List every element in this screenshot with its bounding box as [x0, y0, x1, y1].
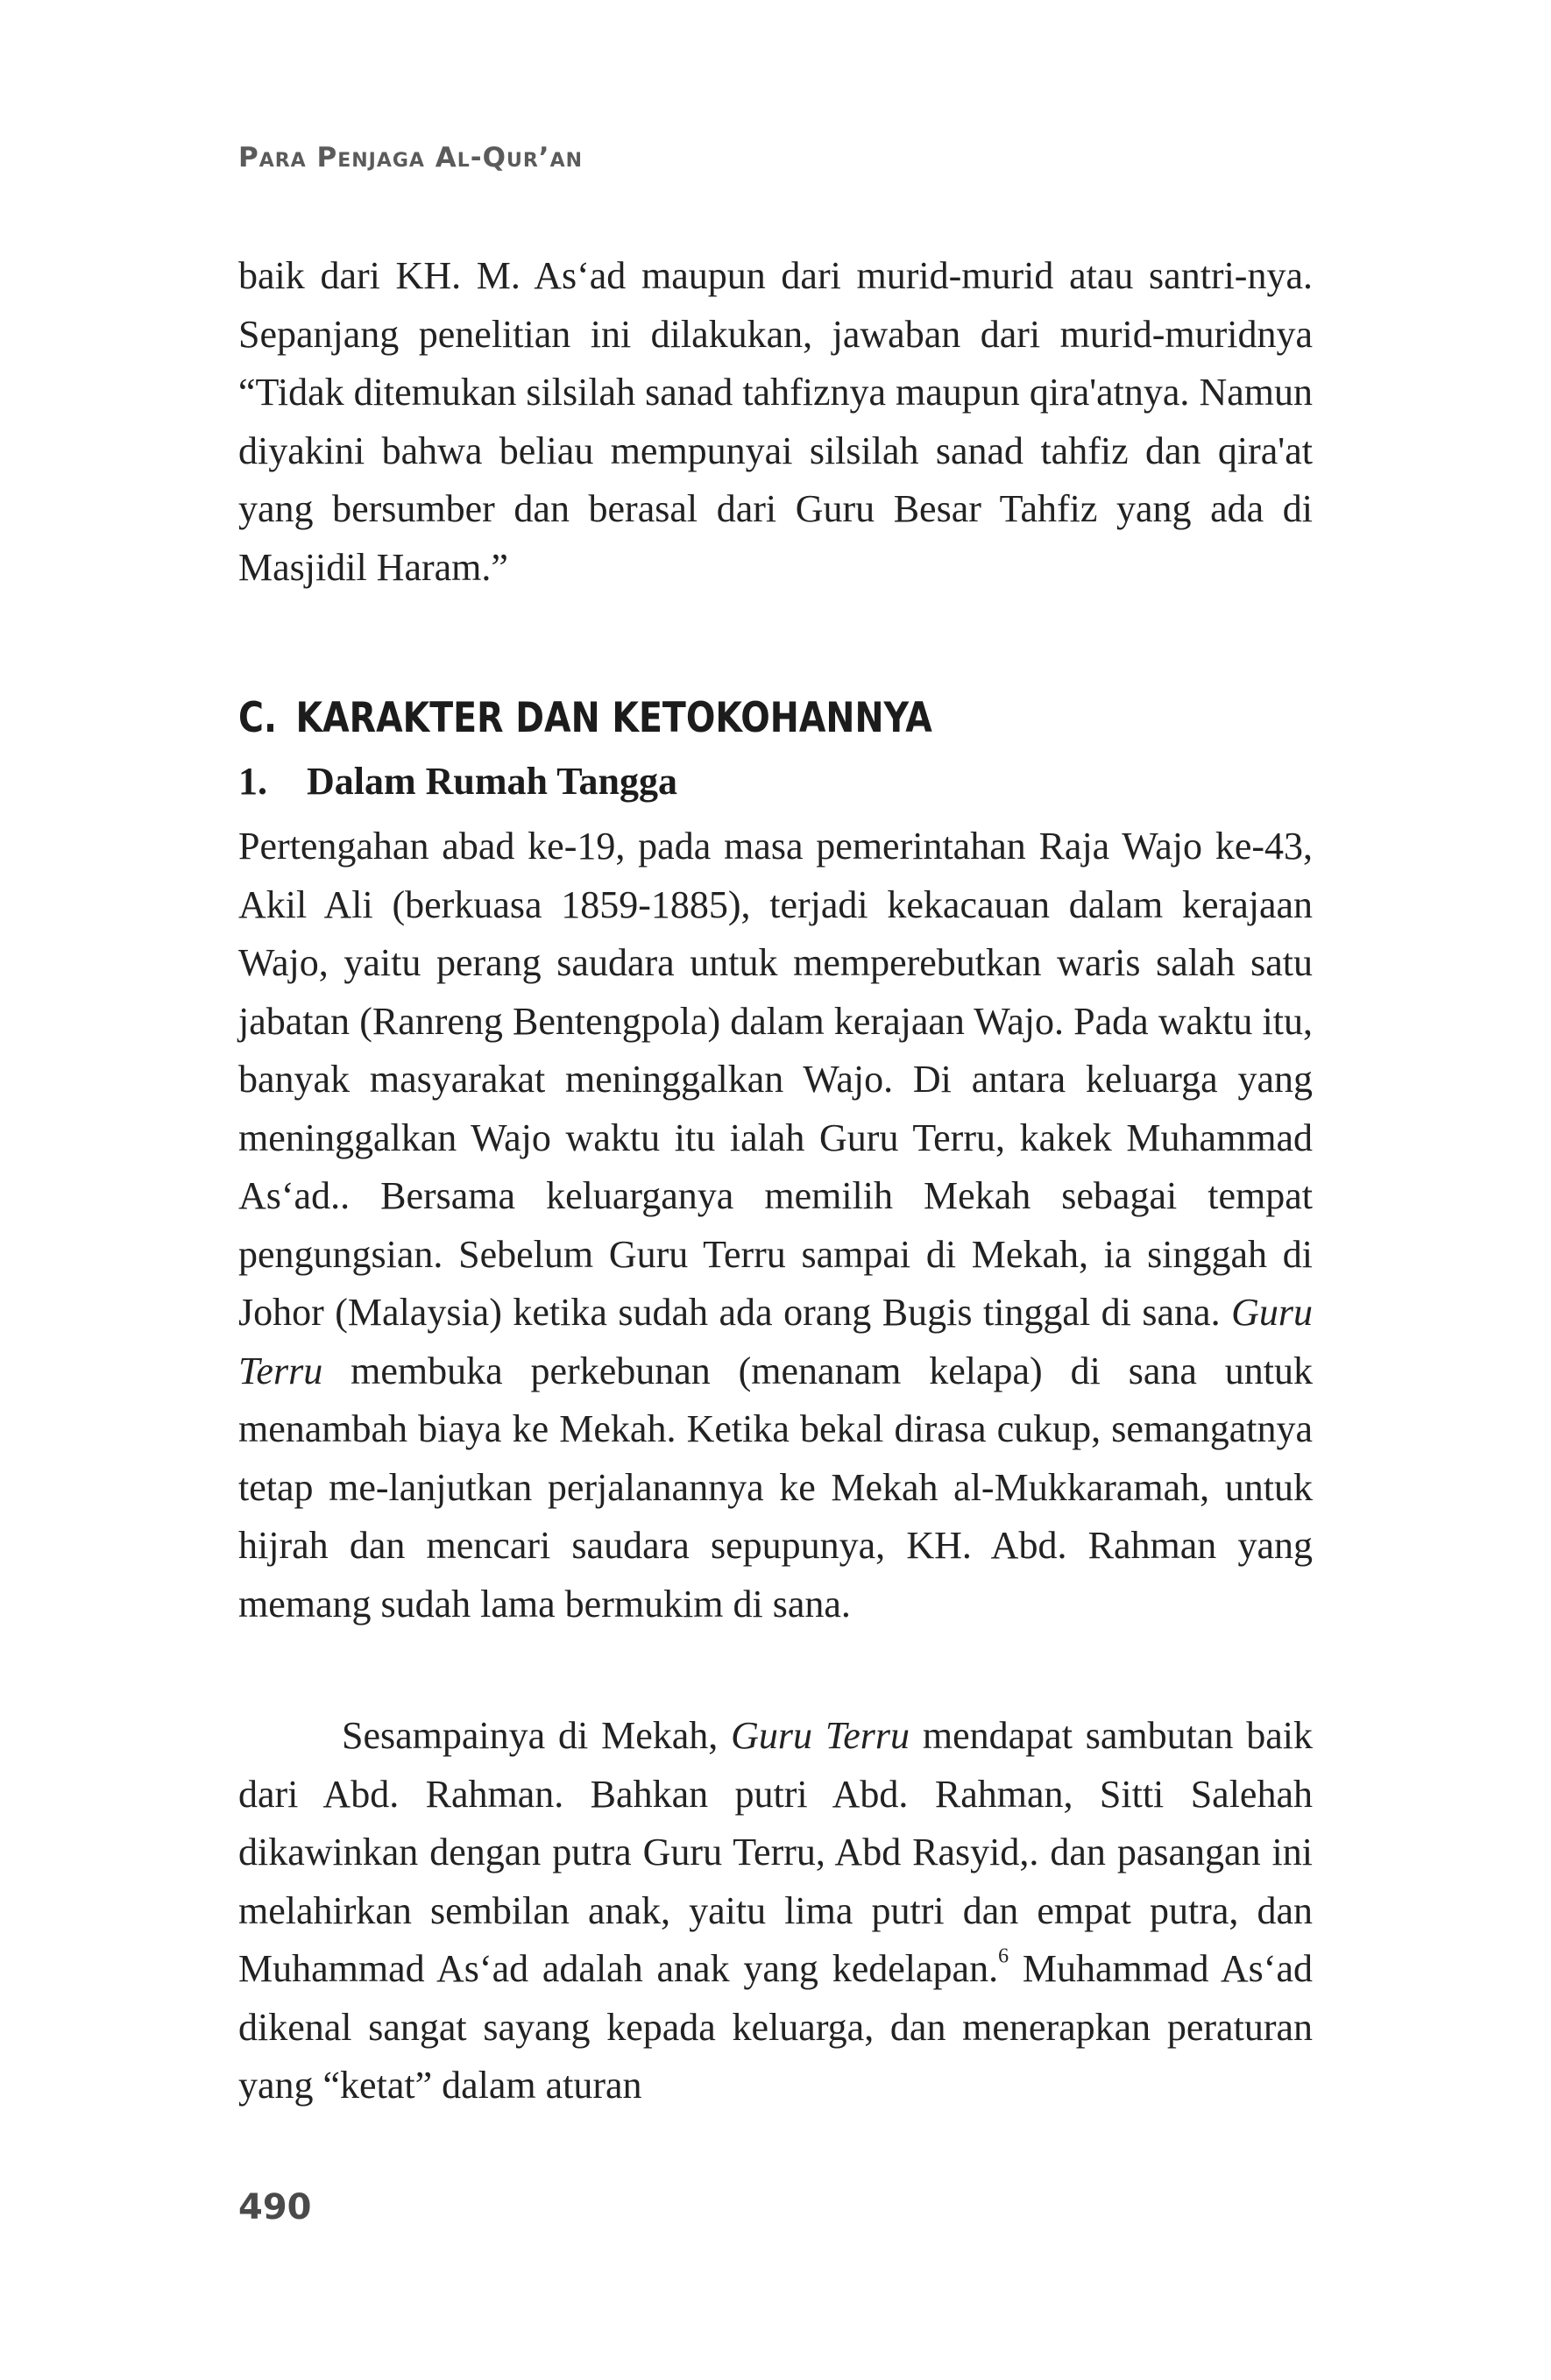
footnote-reference[interactable]: 6: [998, 1944, 1009, 1968]
paragraph-text: Muhammad As‘ad dikenal sangat sayang kepada keluarga, dan menerapkan peraturan yang “ketat” dalam aturan: [238, 1947, 1313, 2107]
paragraph-household-history: [238, 818, 1313, 1633]
section-title: KARAKTER DAN KETOKOHANNYA: [295, 694, 932, 742]
paragraph-continuation: [238, 247, 1313, 597]
paragraph-text: membuka perkebunan (menanam kelapa) di sana untuk menambah biaya ke Mekah. Ketika bekal dirasa cukup, semangatnya tetap me-lanjutkan perjalanannya ke Mekah al-Mukkaramah, untuk hijrah dan mencari saudara sepupunya, KH. Abd. Rahman yang memang sudah lama bermukim di sana.: [238, 1349, 1313, 1626]
paragraph-arrival-mecca: [238, 1707, 1313, 2115]
subsection-heading: [238, 759, 677, 804]
subsection-title: Dalam Rumah Tangga: [307, 760, 678, 803]
section-heading: [238, 694, 932, 742]
paragraph-text: baik dari KH. M. As‘ad maupun dari murid-murid atau santri-nya. Sepanjang penelitian ini dilakukan, jawaban dari murid-muridnya “Tidak ditemukan silsilah sanad tahfiznya maupun qira'atnya. Namun diyakini bahwa beliau mempunyai silsilah sanad tahfiz dan qira'at yang bersumber dan berasal dari Guru Besar Tahfiz yang ada di Masjidil Haram.”: [238, 254, 1313, 589]
page-number: 490: [238, 2187, 312, 2228]
paragraph-text: Sesampainya di Mekah,: [342, 1714, 732, 1757]
italic-name: Guru Terru: [731, 1714, 910, 1757]
section-number: C.: [238, 694, 277, 742]
italic-name: Guru Terru: [238, 1291, 1313, 1392]
subsection-number: 1.: [238, 760, 267, 803]
paragraph-text: mendapat sambutan baik dari Abd. Rahman. Bahkan putri Abd. Rahman, Sitti Salehah dikawinkan dengan putra Guru Terru, Abd Rasyid,. dan pasangan ini melahirkan sembilan anak, yaitu lima putri dan empat putra, dan Muhammad As‘ad adalah anak yang kedelapan.: [238, 1714, 1313, 1990]
running-head: Para Penjaga Al-Qur’an: [238, 142, 584, 174]
paragraph-text: Pertengahan abad ke-19, pada masa pemerintahan Raja Wajo ke-43, Akil Ali (berkuasa 1859-1885), terjadi kekacauan dalam kerajaan Wajo, yaitu perang saudara untuk memperebutkan waris salah satu jabatan (Ranreng Bentengpola) dalam kerajaan Wajo. Pada waktu itu, banyak masyarakat meninggalkan Wajo. Di antara keluarga yang meninggalkan Wajo waktu itu ialah Guru Terru, kakek Muhammad As‘ad.. Bersama keluarganya memilih Mekah sebagai tempat pengungsian. Sebelum Guru Terru sampai di Mekah, ia singgah di Johor (Malaysia) ketika sudah ada orang Bugis tinggal di sana.: [238, 825, 1313, 1334]
